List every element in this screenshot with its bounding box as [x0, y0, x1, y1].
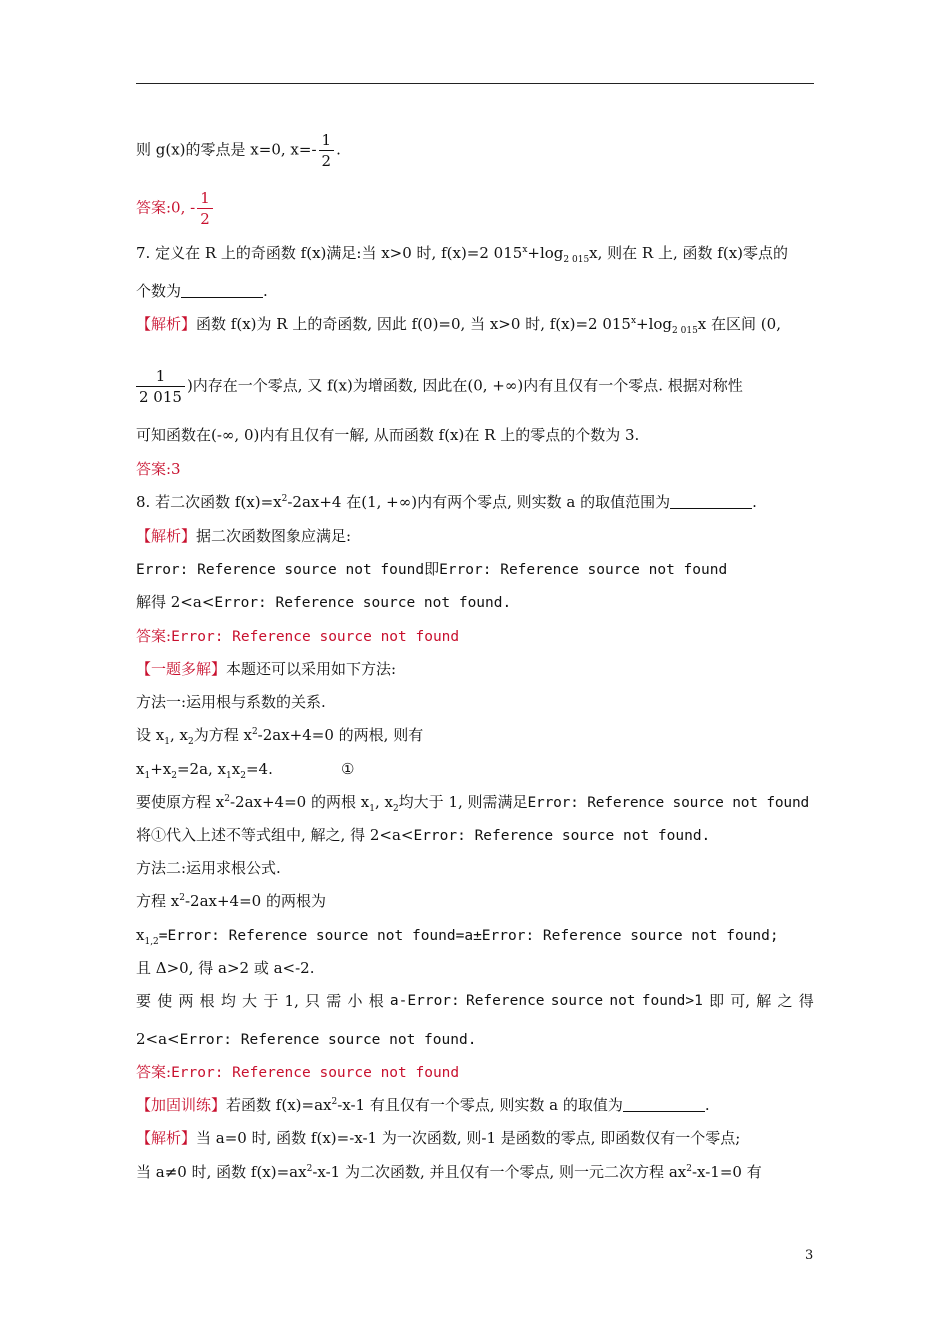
- error-word: not: [609, 993, 636, 1009]
- subscript: 2: [392, 804, 399, 814]
- discriminant-condition: 且 Δ>0, 得 a>2 或 a<-2.: [136, 959, 315, 977]
- text: .: [704, 1096, 710, 1114]
- text: x, 则在 R 上, 函数 f(x)零点的: [589, 244, 789, 262]
- reinforcement-question: [136, 1095, 816, 1115]
- method-two-result: [136, 1029, 816, 1050]
- word: 1,: [284, 992, 299, 1010]
- analysis-8: [136, 526, 816, 546]
- text: .: [263, 282, 268, 300]
- error-text: Error: Reference source not found: [439, 562, 728, 578]
- subscript: 1: [226, 771, 232, 781]
- word: 需: [326, 992, 342, 1010]
- fraction: [197, 188, 213, 229]
- text: 为方程 x: [193, 726, 252, 744]
- text: x: [231, 760, 241, 778]
- fraction: [319, 130, 335, 171]
- text: -2ax+4 在(1, +∞)内有两个零点, 则实数 a 的取值范围为: [287, 493, 671, 511]
- text: 即: [424, 560, 440, 578]
- numerator: 1: [321, 131, 332, 149]
- text: -x-1 有且仅有一个零点, 则实数 a 的取值为: [337, 1096, 623, 1114]
- text: 解得 2<a<: [136, 593, 215, 611]
- superscript: 2: [251, 727, 258, 737]
- analysis-7: [136, 314, 816, 334]
- error-text: =Error: Reference source not found=a±Error: Reference source not found;: [158, 928, 779, 944]
- word: 得: [798, 992, 814, 1010]
- method-one-heading: 方法一:运用根与系数的关系.: [136, 693, 326, 711]
- numerator: 1: [200, 189, 210, 207]
- text: 函数 f(x)为 R 上的奇函数, 因此 f(0)=0, 当 x>0 时, f(x)=2 015: [196, 315, 631, 333]
- text: 当 a=0 时, 函数 f(x)=-x-1 为一次函数, 则-1 是函数的零点, 即函数仅有一个零点;: [196, 1129, 741, 1147]
- solution-range: [136, 592, 816, 613]
- text: 2<a<: [136, 1030, 180, 1048]
- smaller-root-condition: [136, 991, 814, 1011]
- method-one-setup: [136, 725, 816, 745]
- word: 即: [709, 992, 725, 1010]
- numerator: 1: [155, 367, 166, 385]
- multi-solution-heading: [136, 659, 816, 679]
- question-7-cont: [136, 281, 816, 301]
- superscript: x: [630, 316, 637, 326]
- text: 均大于 1, 则需满足: [398, 793, 528, 811]
- vieta-relation: [136, 759, 816, 779]
- word: 根: [199, 992, 215, 1010]
- equation-marker: ①: [341, 760, 355, 778]
- text: +log: [636, 315, 673, 333]
- answer-7: 答案:3: [136, 460, 181, 478]
- analysis-7-conclusion: 可知函数在(-∞, 0)内有且仅有一解, 从而函数 f(x)在 R 上的零点的个数为 3.: [136, 426, 640, 444]
- word: 均: [220, 992, 236, 1010]
- error-text: Error: Reference source not found.: [214, 595, 512, 611]
- answer-text: 答案:0, -: [136, 198, 196, 217]
- subscript: 2: [171, 771, 177, 781]
- error-text: Error: Reference source not found: [171, 629, 460, 645]
- question-8: [136, 492, 816, 512]
- text: 若函数 f(x)=ax: [226, 1096, 332, 1114]
- text: 个数为: [136, 282, 182, 300]
- header-rule: [136, 83, 814, 84]
- method-two-roots: [136, 891, 816, 911]
- text: -2ax+4=0 的两根 x: [229, 793, 370, 811]
- subscript: 2 015: [563, 255, 590, 265]
- method-two-heading: 方法二:运用求根公式.: [136, 859, 281, 877]
- error-text: Error: Reference source not found: [136, 562, 425, 578]
- text: =2a, x: [176, 760, 227, 778]
- text: x: [136, 926, 145, 944]
- question-7: [136, 243, 816, 263]
- text: , x: [169, 726, 188, 744]
- superscript: 2: [306, 1164, 313, 1174]
- word: 于: [263, 992, 279, 1010]
- superscript: 2: [224, 794, 230, 804]
- multi-solution-tag: 【一题多解】: [136, 660, 227, 678]
- answer-blank: [623, 1097, 705, 1112]
- text: 设 x: [136, 726, 165, 744]
- word: 使: [157, 992, 173, 1010]
- text: -2ax+4=0 的两根为: [184, 892, 326, 910]
- superscript: x: [522, 245, 528, 255]
- text: 当 a≠0 时, 函数 f(x)=ax: [136, 1163, 307, 1181]
- analysis-tag: 【解析】: [136, 1129, 197, 1147]
- text: x 在区间 (0,: [697, 315, 781, 333]
- error-text: Error: Reference source not found.: [179, 1032, 477, 1048]
- denominator: 2 015: [136, 386, 185, 407]
- text: +x: [150, 760, 172, 778]
- error-text: Error: Reference source not found.: [413, 828, 711, 844]
- denominator: 2: [197, 208, 213, 229]
- reinforcement-analysis-cont: [136, 1162, 816, 1182]
- method-one-condition: [136, 792, 816, 813]
- text: -x-1=0 有: [691, 1163, 762, 1181]
- text: 要使原方程 x: [136, 793, 225, 811]
- analysis-tag: 【解析】: [136, 527, 197, 545]
- answer-label: 答案:: [136, 627, 172, 645]
- word: 大: [242, 992, 258, 1010]
- denominator: 2: [319, 150, 335, 171]
- text: 本题还可以采用如下方法:: [226, 660, 397, 678]
- subscript: 2 015: [672, 326, 698, 336]
- text: -2ax+4=0 的两根, 则有: [257, 726, 424, 744]
- text: , x: [374, 793, 393, 811]
- text: .: [752, 493, 757, 511]
- error-word: Reference: [465, 993, 545, 1009]
- word: 根: [368, 992, 384, 1010]
- fraction: [136, 366, 185, 407]
- answer-label: 答案:: [136, 1063, 172, 1081]
- word: 要: [136, 992, 152, 1010]
- subscript: 1: [369, 804, 375, 814]
- method-one-result: [136, 825, 816, 846]
- subscript: 1: [164, 737, 170, 747]
- reinforcement-analysis: [136, 1128, 816, 1148]
- text: .: [336, 140, 341, 159]
- text: =4.: [245, 760, 273, 778]
- word: 解: [756, 992, 772, 1010]
- word: 只: [305, 992, 321, 1010]
- text: x: [136, 760, 145, 778]
- text: 据二次函数图象应满足:: [196, 527, 352, 545]
- subscript: 1,2: [144, 937, 159, 947]
- text: 将①代入上述不等式组中, 解之, 得 2<a<: [136, 826, 414, 844]
- error-line: [136, 559, 816, 580]
- error-word: found>1: [641, 993, 703, 1009]
- text: 7. 定义在 R 上的奇函数 f(x)满足:当 x>0 时, f(x)=2 015: [136, 244, 523, 262]
- root-formula: [136, 925, 816, 946]
- zero-points-conclusion: [136, 130, 816, 171]
- subscript: 2: [187, 737, 194, 747]
- subscript: 2: [240, 771, 246, 781]
- superscript: 2: [281, 494, 288, 504]
- text: +log: [527, 244, 564, 262]
- word: 可,: [730, 992, 751, 1010]
- answer-blank: [670, 494, 752, 509]
- error-text: Error: Reference source not found: [527, 795, 810, 811]
- answer-8-repeat: [136, 1062, 816, 1083]
- analysis-7-cont: [136, 366, 816, 407]
- word: 之: [777, 992, 793, 1010]
- text: )内存在一个零点, 又 f(x)为增函数, 因此在(0, +∞)内有且仅有一个零点. 根据对称性: [186, 376, 743, 395]
- answer-6: [136, 188, 816, 229]
- superscript: 2: [331, 1097, 338, 1107]
- reinforcement-tag: 【加固训练】: [136, 1096, 227, 1114]
- error-word: a-Error:: [389, 993, 460, 1009]
- text: 方程 x: [136, 892, 180, 910]
- superscript: 2: [179, 893, 185, 903]
- subscript: 1: [144, 771, 151, 781]
- analysis-tag: 【解析】: [136, 315, 197, 333]
- word: 小: [347, 992, 363, 1010]
- superscript: 2: [686, 1164, 692, 1174]
- answer-blank: [181, 283, 263, 298]
- answer-8: [136, 626, 816, 647]
- text: 8. 若二次函数 f(x)=x: [136, 493, 282, 511]
- word: 两: [178, 992, 194, 1010]
- error-word: source: [550, 993, 604, 1009]
- error-text: Error: Reference source not found: [171, 1065, 460, 1081]
- page-number: 3: [805, 1248, 814, 1263]
- text: -x-1 为二次函数, 并且仅有一个零点, 则一元二次方程 ax: [312, 1163, 687, 1181]
- text: 则 g(x)的零点是 x=0, x=-: [136, 140, 317, 159]
